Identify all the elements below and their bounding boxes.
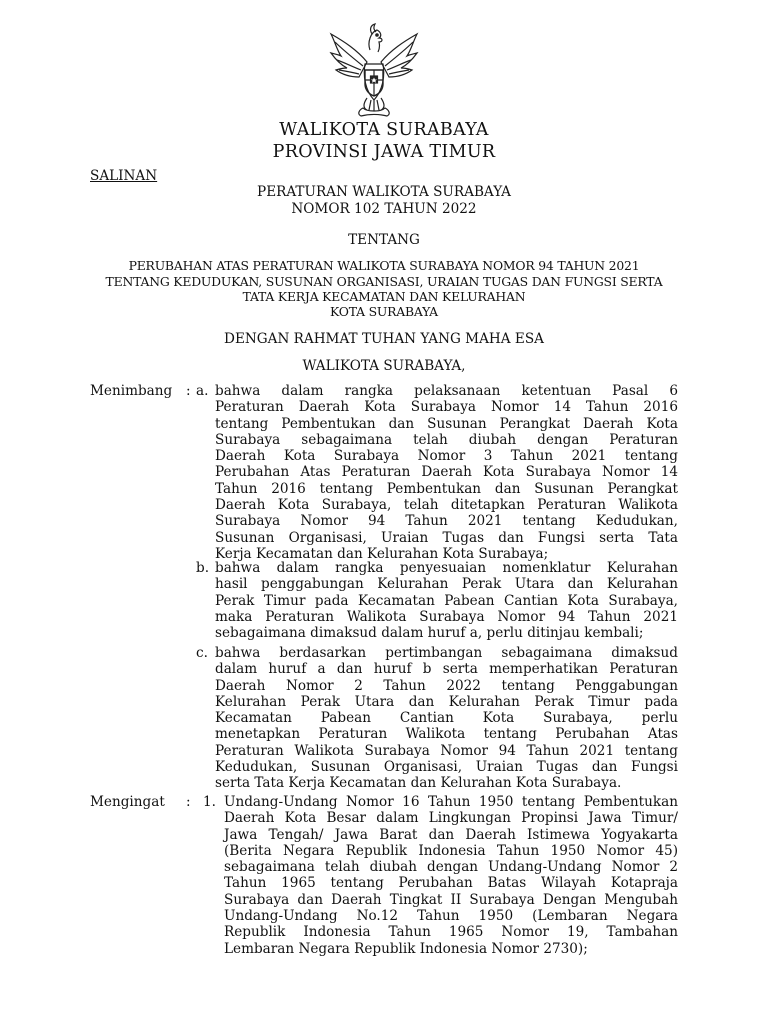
text-line: bahwa dalam rangka penyesuaian nomenklatur Kelurahan: [215, 560, 678, 576]
text-line: Undang-Undang No.12 Tahun 1950 (Lembaran Negara: [224, 908, 678, 925]
text-line: Surabaya sebagaimana telah diubah dengan Peraturan: [215, 431, 678, 448]
text-line: Daerah Kota Surabaya, telah ditetapkan Peraturan Walikota: [215, 497, 678, 514]
text-line: Kecamatan Pabean Cantian Kota Surabaya, perlu: [215, 710, 678, 727]
text-line: Perubahan Atas Peraturan Daerah Kota Surabaya Nomor 14: [215, 464, 678, 481]
regulation-title: PERATURAN WALIKOTA SURABAYA: [257, 184, 511, 200]
text-line: Undang-Undang Nomor 16 Tahun 1950 tentang Pembentukan: [224, 794, 678, 810]
text-line: Daerah Nomor 2 Tahun 2022 tentang Penggabungan: [215, 677, 678, 694]
text-line: Kedudukan, Susunan Organisasi, Uraian Tugas dan Fungsi: [215, 759, 678, 776]
text-line: Daerah Kota Surabaya Nomor 3 Tahun 2021 tentang: [215, 448, 678, 465]
tentang-heading: TENTANG: [348, 232, 420, 248]
consideration-c: [215, 645, 678, 792]
text-line: sebagaimana telah diubah dengan Undang-Undang Nomor 2: [224, 859, 678, 876]
garuda-emblem-icon: [327, 20, 421, 120]
menimbang-label: Menimbang: [90, 383, 173, 399]
text-line: bahwa berdasarkan pertimbangan sebagaimana dimaksud: [215, 645, 678, 661]
text-line: Kelurahan Perak Utara dan Kelurahan Perak Timur pada: [215, 693, 678, 710]
subject-line: TENTANG KEDUDUKAN, SUSUNAN ORGANISASI, URAIAN TUGAS DAN FUNGSI SERTA: [105, 274, 663, 289]
text-line: Republik Indonesia Tahun 1965 Nomor 19, Tambahan: [224, 924, 678, 941]
text-line: menetapkan Peraturan Walikota tentang Perubahan Atas: [215, 726, 678, 743]
menimbang-colon: :: [186, 383, 191, 399]
text-line: Peraturan Walikota Surabaya Nomor 94 Tahun 2021 tentang: [215, 742, 678, 759]
text-line: Tahun 1965 tentang Perubahan Batas Wilayah Kotapraja: [224, 875, 678, 892]
heading-mayor: WALIKOTA SURABAYA: [279, 120, 489, 140]
text-line: dalam huruf a dan huruf b serta memperhatikan Peraturan: [215, 661, 678, 678]
item-marker: c.: [196, 645, 208, 661]
copy-stamp: SALINAN: [90, 168, 158, 184]
invocation: DENGAN RAHMAT TUHAN YANG MAHA ESA: [224, 331, 544, 347]
text-line: Peraturan Daerah Kota Surabaya Nomor 14 Tahun 2016: [215, 399, 678, 416]
text-line: sebagaimana dimaksud dalam huruf a, perlu ditinjau kembali;: [215, 625, 644, 642]
reference-1: [224, 794, 678, 957]
text-line: Tahun 2016 tentang Pembentukan dan Susunan Perangkat: [215, 480, 678, 497]
text-line: bahwa dalam rangka pelaksanaan ketentuan Pasal 6: [215, 383, 678, 399]
item-marker: 1.: [203, 794, 216, 810]
consideration-b: [215, 560, 678, 641]
item-marker: b.: [196, 560, 210, 576]
text-line: (Berita Negara Republik Indonesia Tahun 1950 Nomor 45): [224, 842, 678, 859]
text-line: Daerah Kota Besar dalam Lingkungan Propinsi Jawa Timur/: [224, 810, 678, 827]
text-line: Surabaya dan Daerah Tingkat II Surabaya Dengan Mengubah: [224, 891, 678, 908]
text-line: maka Peraturan Walikota Surabaya Nomor 94 Tahun 2021: [215, 608, 678, 625]
text-line: Perak Timur pada Kecamatan Pabean Cantian Kota Surabaya,: [215, 592, 678, 609]
mengingat-label: Mengingat: [90, 794, 165, 810]
subject-line: PERUBAHAN ATAS PERATURAN WALIKOTA SURABAYA NOMOR 94 TAHUN 2021: [128, 258, 640, 273]
text-line: Surabaya Nomor 94 Tahun 2021 tentang Kedudukan,: [215, 513, 678, 530]
mayor-address: WALIKOTA SURABAYA,: [302, 358, 466, 374]
subject-line: KOTA SURABAYA: [330, 304, 438, 319]
text-line: Jawa Tengah/ Jawa Barat dan Daerah Istimewa Yogyakarta: [224, 826, 678, 843]
text-line: serta Tata Kerja Kecamatan dan Kelurahan Kota Surabaya.: [215, 775, 622, 792]
item-marker: a.: [196, 383, 209, 399]
regulation-number: NOMOR 102 TAHUN 2022: [291, 201, 477, 217]
consideration-a: [215, 383, 678, 562]
text-line: Susunan Organisasi, Uraian Tugas dan Fungsi serta Tata: [215, 529, 678, 546]
text-line: Lembaran Negara Republik Indonesia Nomor 2730);: [224, 940, 588, 957]
text-line: hasil penggabungan Kelurahan Perak Utara dan Kelurahan: [215, 576, 678, 593]
text-line: tentang Pembentukan dan Susunan Perangkat Daerah Kota: [215, 415, 678, 432]
subject-line: TATA KERJA KECAMATAN DAN KELURAHAN: [242, 289, 526, 304]
mengingat-colon: :: [186, 794, 191, 810]
heading-province: PROVINSI JAWA TIMUR: [272, 142, 496, 162]
text-line: Kerja Kecamatan dan Kelurahan Kota Surabaya;: [215, 545, 549, 562]
